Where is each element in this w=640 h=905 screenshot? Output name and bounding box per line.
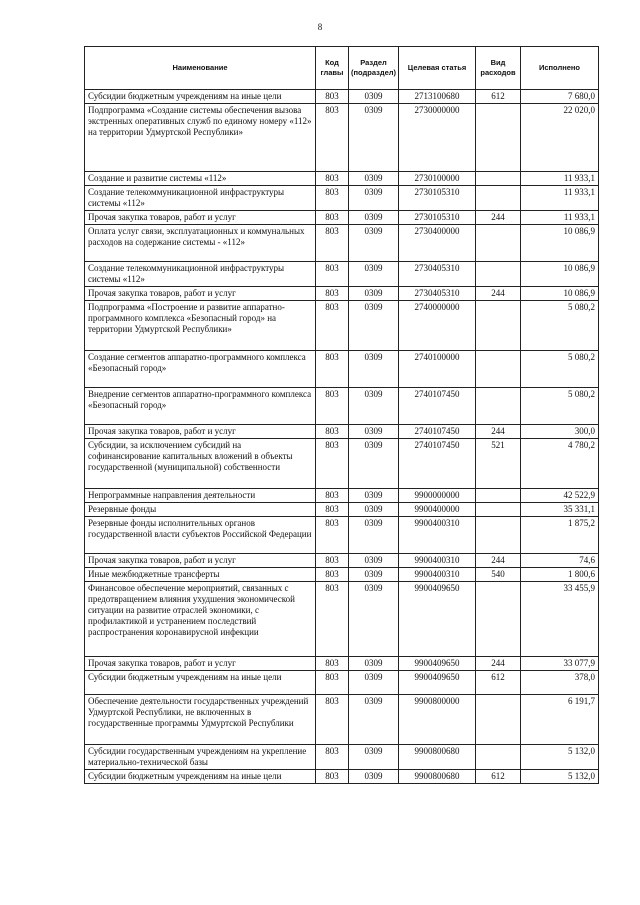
page-number: 8 [317,22,323,32]
row-name: Прочая закупка товаров, работ и услуг [85,425,316,439]
row-section: 0309 [349,388,399,425]
row-article: 9900400310 [399,554,476,568]
row-article: 9900400000 [399,503,476,517]
row-section: 0309 [349,262,399,287]
row-article: 9900800680 [399,745,476,770]
table-row [85,225,599,262]
row-section: 0309 [349,351,399,388]
row-section: 0309 [349,489,399,503]
row-article: 9900409650 [399,671,476,695]
row-type [476,745,521,770]
row-type [476,489,521,503]
row-name: Создание сегментов аппаратно-программного комплекса «Безопасный город» [85,351,316,388]
header-article: Целевая статья [399,47,476,90]
row-name: Резервные фонды [85,503,316,517]
row-done: 1 800,6 [521,568,599,582]
row-section: 0309 [349,517,399,554]
row-done: 11 933,1 [521,211,599,225]
row-type: 244 [476,211,521,225]
row-name: Создание телекоммуникационной инфраструктуры системы «112» [85,186,316,211]
row-done: 5 132,0 [521,745,599,770]
row-section: 0309 [349,671,399,695]
row-article: 9900800680 [399,770,476,784]
row-type [476,262,521,287]
row-section: 0309 [349,425,399,439]
row-code: 803 [316,657,349,671]
row-type: 612 [476,90,521,104]
row-code: 803 [316,425,349,439]
table-row [85,301,599,351]
table-row [85,568,599,582]
row-done: 10 086,9 [521,225,599,262]
row-name: Оплата услуг связи, эксплуатационных и коммунальных расходов на содержание системы - «112» [85,225,316,262]
row-name: Резервные фонды исполнительных органов государственной власти субъектов Российской Федерации [85,517,316,554]
row-code: 803 [316,695,349,745]
row-article: 2730100000 [399,172,476,186]
row-done: 5 132,0 [521,770,599,784]
row-code: 803 [316,439,349,489]
budget-execution-table [84,46,599,784]
row-type: 521 [476,439,521,489]
row-code: 803 [316,262,349,287]
row-name: Иные межбюджетные трансферты [85,568,316,582]
row-done: 10 086,9 [521,262,599,287]
row-section: 0309 [349,301,399,351]
row-article: 2730405310 [399,262,476,287]
header-code: Код главы [316,47,349,90]
row-section: 0309 [349,657,399,671]
table-row [85,186,599,211]
row-type [476,695,521,745]
table-row [85,262,599,287]
table-row [85,287,599,301]
row-name: Создание и развитие системы «112» [85,172,316,186]
row-section: 0309 [349,554,399,568]
table-row [85,211,599,225]
row-section: 0309 [349,104,399,172]
row-code: 803 [316,90,349,104]
row-name: Подпрограмма «Создание системы обеспечения вызова экстренных оперативных служб по единому номеру «112» на территории Удмуртской Республики» [85,104,316,172]
row-name: Финансовое обеспечение мероприятий, связанных с предотвращением влияния ухудшения экономической ситуации на развитие отраслей экономики, с профилактикой и устранением последствий распространения коронавирусной инфекции [85,582,316,657]
row-name: Прочая закупка товаров, работ и услуг [85,287,316,301]
row-section: 0309 [349,186,399,211]
row-name: Субсидии бюджетным учреждениям на иные цели [85,770,316,784]
row-done: 10 086,9 [521,287,599,301]
row-type [476,301,521,351]
table-row [85,104,599,172]
table-row [85,671,599,695]
row-name: Прочая закупка товаров, работ и услуг [85,657,316,671]
row-section: 0309 [349,225,399,262]
row-type [476,503,521,517]
row-name: Субсидии бюджетным учреждениям на иные цели [85,671,316,695]
row-name: Подпрограмма «Построение и развитие аппаратно-программного комплекса «Безопасный город» на территории Удмуртской Республики» [85,301,316,351]
row-code: 803 [316,211,349,225]
table-row [85,90,599,104]
row-code: 803 [316,388,349,425]
table-header-row [85,47,599,90]
row-code: 803 [316,582,349,657]
row-done: 7 680,0 [521,90,599,104]
table-row [85,695,599,745]
row-done: 33 455,9 [521,582,599,657]
row-name: Субсидии государственным учреждениям на укрепление материально-технической базы [85,745,316,770]
row-name: Прочая закупка товаров, работ и услуг [85,554,316,568]
row-section: 0309 [349,568,399,582]
row-type [476,517,521,554]
row-type: 244 [476,425,521,439]
table-row [85,439,599,489]
table-row [85,425,599,439]
row-done: 6 191,7 [521,695,599,745]
row-code: 803 [316,225,349,262]
table-row [85,517,599,554]
row-article: 2730105310 [399,186,476,211]
row-article: 2730105310 [399,211,476,225]
row-done: 35 331,1 [521,503,599,517]
row-article: 2740000000 [399,301,476,351]
row-type: 244 [476,287,521,301]
row-done: 5 080,2 [521,351,599,388]
row-code: 803 [316,351,349,388]
row-article: 9900409650 [399,582,476,657]
header-done: Исполнено [521,47,599,90]
row-name: Прочая закупка товаров, работ и услуг [85,211,316,225]
table-row [85,172,599,186]
row-type [476,172,521,186]
row-type: 612 [476,671,521,695]
row-type [476,225,521,262]
header-name: Наименование [85,47,316,90]
row-article: 2740107450 [399,425,476,439]
row-article: 2730405310 [399,287,476,301]
row-type: 244 [476,657,521,671]
row-name: Субсидии, за исключением субсидий на софинансирование капитальных вложений в объекты государственной (муниципальной) собственности [85,439,316,489]
row-done: 42 522,9 [521,489,599,503]
row-code: 803 [316,172,349,186]
row-section: 0309 [349,745,399,770]
row-article: 9900400310 [399,517,476,554]
row-done: 5 080,2 [521,301,599,351]
row-section: 0309 [349,695,399,745]
row-done: 22 020,0 [521,104,599,172]
header-type: Вид расходов [476,47,521,90]
row-section: 0309 [349,287,399,301]
row-article: 9900800000 [399,695,476,745]
row-section: 0309 [349,211,399,225]
row-type [476,582,521,657]
row-done: 33 077,9 [521,657,599,671]
row-code: 803 [316,489,349,503]
table-row [85,351,599,388]
row-code: 803 [316,503,349,517]
row-section: 0309 [349,172,399,186]
row-type [476,186,521,211]
row-section: 0309 [349,90,399,104]
table-row [85,503,599,517]
table-row [85,388,599,425]
row-type: 244 [476,554,521,568]
row-section: 0309 [349,439,399,489]
table-row [85,770,599,784]
row-code: 803 [316,517,349,554]
row-code: 803 [316,568,349,582]
row-code: 803 [316,745,349,770]
row-section: 0309 [349,503,399,517]
table-row [85,657,599,671]
row-article: 2740100000 [399,351,476,388]
row-done: 1 875,2 [521,517,599,554]
row-code: 803 [316,104,349,172]
row-article: 2740107450 [399,439,476,489]
row-article: 2740107450 [399,388,476,425]
row-code: 803 [316,301,349,351]
row-code: 803 [316,186,349,211]
row-done: 11 933,1 [521,186,599,211]
row-name: Внедрение сегментов аппаратно-программного комплекса «Безопасный город» [85,388,316,425]
row-code: 803 [316,287,349,301]
row-name: Создание телекоммуникационной инфраструктуры системы «112» [85,262,316,287]
row-type [476,104,521,172]
row-article: 2713100680 [399,90,476,104]
row-done: 378,0 [521,671,599,695]
row-done: 11 933,1 [521,172,599,186]
table-row [85,489,599,503]
row-type: 540 [476,568,521,582]
row-name: Непрограммные направления деятельности [85,489,316,503]
table-row [85,582,599,657]
row-article: 9900000000 [399,489,476,503]
row-type [476,351,521,388]
row-article: 2730000000 [399,104,476,172]
row-name: Субсидии бюджетным учреждениям на иные цели [85,90,316,104]
table-body [85,90,599,784]
row-article: 9900400310 [399,568,476,582]
row-article: 9900409650 [399,657,476,671]
table-row [85,745,599,770]
row-name: Обеспечение деятельности государственных учреждений Удмуртской Республики, не включенных в государственные программы Удмуртской Республики [85,695,316,745]
row-article: 2730400000 [399,225,476,262]
table-row [85,554,599,568]
row-done: 300,0 [521,425,599,439]
header-section: Раздел (подраздел) [349,47,399,90]
row-code: 803 [316,554,349,568]
row-code: 803 [316,770,349,784]
row-done: 5 080,2 [521,388,599,425]
row-section: 0309 [349,582,399,657]
row-done: 4 780,2 [521,439,599,489]
row-type [476,388,521,425]
row-done: 74,6 [521,554,599,568]
row-type: 612 [476,770,521,784]
row-section: 0309 [349,770,399,784]
row-code: 803 [316,671,349,695]
